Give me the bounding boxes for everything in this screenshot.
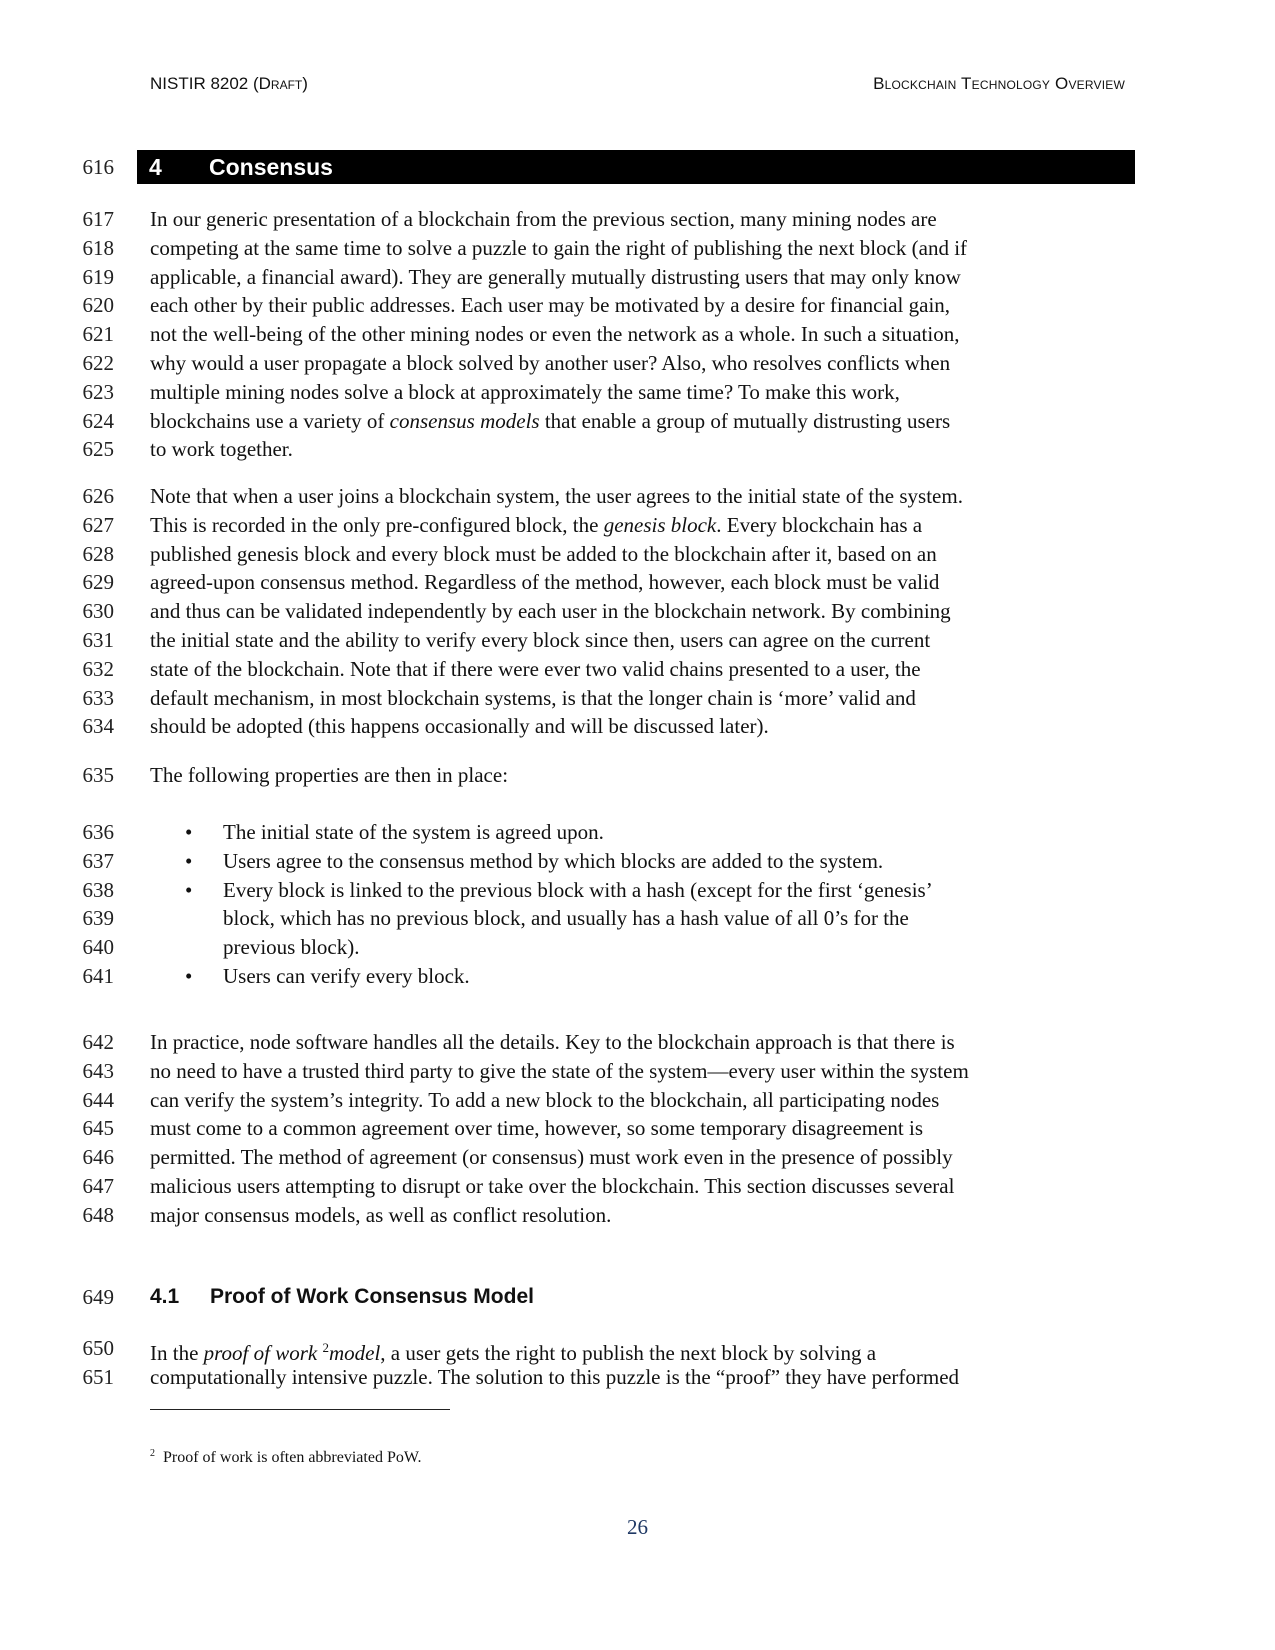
bullet-marker: •: [185, 964, 193, 988]
line-number: 649: [82, 1285, 114, 1309]
text-line: not the well-being of the other mining nodes or even the network as a whole. In such a situation,: [150, 322, 960, 347]
line-number: 620: [82, 293, 114, 318]
text-line: state of the blockchain. Note that if there were ever two valid chains presented to a user, the: [150, 656, 921, 681]
text-line: and thus can be validated independently by each user in the blockchain network. By combining: [150, 599, 951, 624]
line-number: 642: [82, 1030, 114, 1054]
line-number: 648: [82, 1202, 114, 1227]
line-number: 637: [82, 848, 114, 873]
line-number: 632: [82, 656, 114, 681]
bullet-text: Users can verify every block.: [223, 964, 470, 988]
text-line: applicable, a financial award). They are generally mutually distrusting users that may only know: [150, 264, 961, 289]
text-line: the initial state and the ability to verify every block since then, users can agree on the current: [150, 628, 931, 652]
line-number: 627: [82, 512, 114, 537]
line-number: 634: [82, 714, 114, 739]
line-number: 641: [82, 964, 114, 988]
line-number: 633: [82, 685, 114, 710]
line-number: 647: [82, 1174, 114, 1198]
bullet-text: The initial state of the system is agreed upon.: [223, 820, 604, 844]
line-number: 619: [82, 264, 114, 289]
section-number: 4: [149, 154, 162, 180]
text-line: to work together.: [150, 437, 293, 462]
line-number: 622: [82, 351, 114, 375]
text-line: This is recorded in the only pre-configured block, the genesis block. Every blockchain has a: [150, 512, 923, 537]
line-number: 625: [82, 437, 114, 462]
bullet-text: previous block).: [223, 935, 360, 960]
line-number: 626: [82, 484, 114, 508]
text-line: blockchains use a variety of consensus models that enable a group of mutually distrusting users: [150, 408, 951, 433]
line-number: 630: [82, 599, 114, 624]
footnote-rule: [150, 1409, 450, 1410]
text-line: In practice, node software handles all the details. Key to the blockchain approach is that there is: [150, 1030, 955, 1054]
line-number: 628: [82, 541, 114, 566]
line-number: 643: [82, 1058, 114, 1083]
page-number: 26: [627, 1515, 648, 1539]
line-number: 624: [82, 408, 114, 433]
text-line: agreed-upon consensus method. Regardless of the method, however, each block must be valid: [150, 570, 940, 595]
bullet-marker: •: [185, 820, 193, 844]
footnote: $^2$ Proof of work is often abbreviated PoW.: [150, 1448, 422, 1466]
text-line: major consensus models, as well as conflict resolution.: [150, 1202, 612, 1227]
section-title: Consensus: [209, 154, 333, 180]
text-line: each other by their public addresses. Each user may be motivated by a desire for financial gain,: [150, 293, 951, 318]
line-number: 636: [82, 820, 114, 844]
subsection-title: Proof of Work Consensus Model: [210, 1285, 534, 1308]
text-line: In our generic presentation of a blockchain from the previous section, many mining nodes are: [150, 207, 937, 231]
line-number: 635: [82, 763, 114, 787]
bullet-marker: •: [185, 877, 193, 902]
text-line: In the proof of work $^2$model, a user gets the right to publish the next block by solving a: [150, 1340, 877, 1365]
text-line: can verify the system’s integrity. To add a new block to the blockchain, all participating nodes: [150, 1087, 940, 1112]
text-line: default mechanism, in most blockchain systems, is that the longer chain is ‘more’ valid and: [150, 685, 916, 710]
line-number: 650: [82, 1336, 114, 1360]
running-header-left: NISTIR 8202 (Draft): [150, 74, 308, 93]
bullet-text: Every block is linked to the previous block with a hash (except for the first ‘genesis’: [223, 877, 933, 902]
text-line: must come to a common agreement over time, however, so some temporary disagreement is: [150, 1116, 924, 1141]
text-line: published genesis block and every block must be added to the blockchain after it, based on an: [150, 541, 937, 566]
text-line: permitted. The method of agreement (or consensus) must work even in the presence of possibly: [150, 1145, 953, 1170]
text-line: computationally intensive puzzle. The solution to this puzzle is the “proof” they have performed: [150, 1364, 960, 1389]
line-number: 640: [82, 935, 114, 960]
text-line: Note that when a user joins a blockchain system, the user agrees to the initial state of the system.: [150, 484, 963, 508]
line-number: 621: [82, 322, 114, 347]
text-line: multiple mining nodes solve a block at approximately the same time? To make this work,: [150, 379, 900, 404]
line-number: 645: [82, 1116, 114, 1141]
bullet-text: Users agree to the consensus method by which blocks are added to the system.: [223, 848, 884, 873]
line-number: 618: [82, 235, 114, 260]
text-line: why would a user propagate a block solved by another user? Also, who resolves conflicts when: [150, 351, 951, 375]
subsection-heading: [150, 1283, 534, 1311]
bullet-marker: •: [185, 848, 193, 873]
subsection-number: 4.1: [150, 1285, 180, 1308]
line-number: 639: [82, 906, 114, 931]
bullet-text: block, which has no previous block, and usually has a hash value of all 0’s for the: [223, 906, 909, 931]
text-line: competing at the same time to solve a puzzle to gain the right of publishing the next block (and if: [150, 235, 968, 260]
text-line: no need to have a trusted third party to give the state of the system—every user within the system: [150, 1058, 969, 1083]
line-number: 623: [82, 379, 114, 404]
line-number: 629: [82, 570, 114, 595]
text-line: should be adopted (this happens occasionally and will be discussed later).: [150, 714, 769, 739]
running-header-right: Blockchain Technology Overview: [873, 74, 1125, 93]
line-number: 617: [82, 207, 114, 231]
line-number: 631: [82, 628, 114, 652]
section-heading-bar: [137, 150, 1135, 184]
line-number: 646: [82, 1145, 114, 1170]
line-number: 644: [82, 1087, 114, 1112]
line-number: 616: [82, 155, 114, 179]
line-number: 651: [82, 1364, 114, 1389]
text-line: malicious users attempting to disrupt or take over the blockchain. This section discusses several: [150, 1174, 955, 1198]
line-number: 638: [82, 877, 114, 902]
text-line: The following properties are then in place:: [150, 763, 509, 787]
